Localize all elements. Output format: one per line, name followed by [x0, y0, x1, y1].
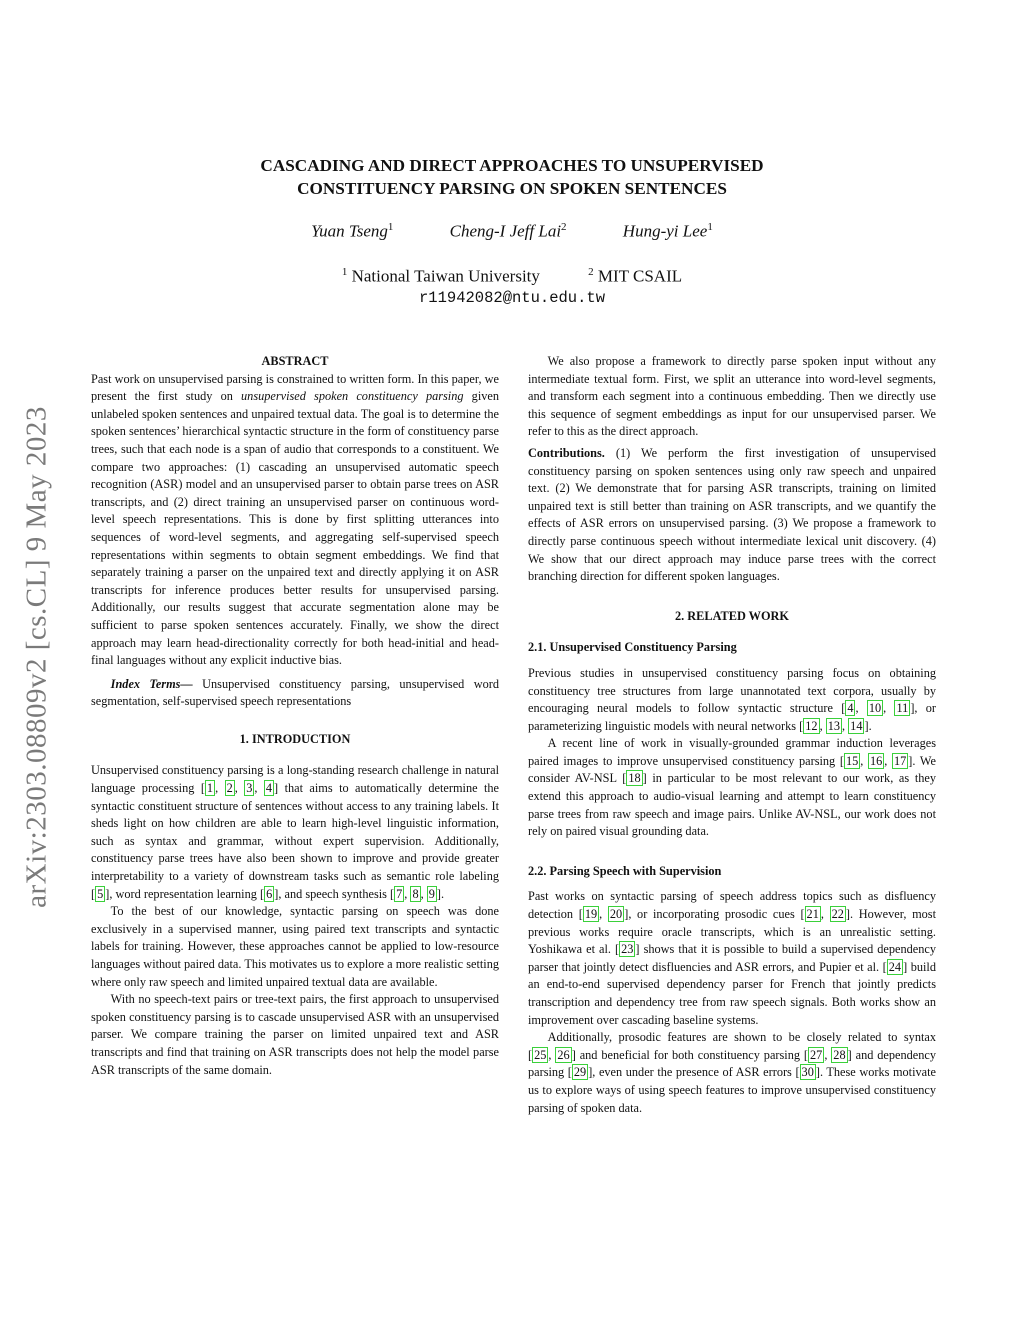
citation-link[interactable]: 30: [801, 1065, 814, 1080]
citation-link[interactable]: 28: [833, 1047, 846, 1062]
index-terms-text: Unsupervised constituency parsing, unsupervised word segmentation, self-supervised speech representations: [91, 676, 499, 709]
citation-group: [ 19 , 20 ]: [578, 907, 629, 922]
citation-link[interactable]: 25: [534, 1047, 547, 1062]
arxiv-identifier: arXiv:2303.08809v2 [cs.CL] 9 May 2023: [20, 406, 53, 908]
text-run: build an end-to-end supervised dependency parser for French that jointly predicts transcription and dependency tree from raw speech signals. Both works show an improvement over cascading baseline systems.: [528, 959, 936, 1027]
text-run: . We consider AV-NSL: [528, 753, 936, 786]
abstract-emphasis: unsupervised spoken constituency parsing: [241, 389, 464, 404]
text-run: .: [868, 718, 872, 733]
author-affiliation-mark: 2: [561, 221, 567, 233]
author-list: [0, 221, 1024, 242]
intro-paragraph-2: To the best of our knowledge, syntactic parsing on speech was done exclusively in a supervised manner, using paired text transcripts and syntactic labels for training. However, these approaches cannot be applied to low-resource languages without paired data. This motivates us to explore a more realistic setting where only raw speech and limited unpaired textual data are available.: [91, 904, 499, 989]
text-run: , or parameterizing linguistic models with neural networks: [528, 701, 936, 733]
text-run: and beneficial for both constituency parsing: [575, 1047, 804, 1062]
citation-link[interactable]: 8: [412, 886, 419, 901]
right-column: [528, 353, 936, 1117]
citation-link[interactable]: 14: [850, 718, 863, 733]
citation-group: [ 27 , 28 ]: [803, 1047, 852, 1062]
citation-group: [ 1 , 2 , 3 , 4 ]: [200, 781, 279, 796]
contact-email: r11942082@ntu.edu.tw: [418, 289, 606, 307]
abstract-text-part: Past work on unsupervised parsing is constrained to written form. In this paper, we present the first study on: [91, 371, 499, 404]
abstract-text: [91, 371, 499, 670]
affiliation-number: 1: [341, 266, 348, 278]
text-run: and dependency parsing: [528, 1047, 936, 1080]
introduction-heading: 1. INTRODUCTION: [239, 731, 351, 746]
citation-link[interactable]: 2: [226, 781, 233, 796]
text-run: in particular to be most relevant to our work, as they extend this approach to audio-visual learning and attempt to learn constituency parse trees from raw speech and image pairs. Unlike AV-NSL, our work does not rely on paired visual grounding data.: [528, 771, 936, 839]
citation-link[interactable]: 17: [894, 753, 907, 768]
citation-group: [ 4 , 10 , 11 ]: [841, 701, 915, 716]
citation-link[interactable]: 9: [428, 886, 435, 901]
related-paragraph-1: [528, 665, 936, 735]
citation-link[interactable]: 1: [206, 781, 214, 796]
text-run: shows that it is possible to build a supervised dependency parser that jointly detect disfluencies and ASR errors, and Pupier et al.: [528, 942, 936, 974]
citation-link[interactable]: 10: [868, 701, 882, 716]
author-2: [450, 221, 567, 242]
citation-link[interactable]: 21: [806, 907, 819, 922]
text-run: , and speech synthesis: [278, 886, 391, 901]
index-terms-label: Index Terms—: [110, 676, 193, 691]
author-3: [623, 221, 713, 242]
text-run: . These works motivate us to explore ways of using speech features to improve unsupervised constituency parsing of spoken data.: [528, 1065, 936, 1115]
subsection-heading-2-1: 2.1. Unsupervised Constituency Parsing: [528, 640, 737, 655]
author-affiliation-mark: 1: [707, 221, 713, 233]
citation-link[interactable]: 12: [805, 718, 818, 733]
affiliation-1: [342, 266, 540, 287]
citation-group: [ 15 , 16 , 17 ]: [839, 753, 913, 768]
text-run: Previous studies in unsupervised constituency parsing focus on obtaining constituency tree structures from large unannotated text corpora, usually by encouraging neural models to follow syntactic structure: [528, 665, 936, 716]
affiliation-list: [0, 266, 1024, 287]
affiliation-number: 2: [588, 266, 594, 278]
affiliation-name: National Taiwan University: [351, 266, 540, 286]
citation-link[interactable]: 24: [888, 959, 902, 974]
abstract-heading: ABSTRACT: [261, 354, 329, 368]
left-column: [91, 353, 499, 1079]
citation-link[interactable]: 5: [97, 886, 104, 901]
citation-link[interactable]: 3: [246, 781, 253, 796]
text-run: . However, most previous works require oracle transcripts, which is an unrealistic setting. Yoshikawa et al.: [528, 907, 936, 957]
abstract-text-part: given unlabeled spoken sentences and unpaired textual data. The goal is to determine the spoken sentences’ hierarchical syntactic structure in the form of constituency parse trees, such that each node is a span of audio that corresponds to a constituent. We compare two approaches: (1) cascading an unsupervised automatic speech recognition (ASR) model and an unsupervised parser to obtain parse trees on ASR transcripts, and (2) direct training an unsupervised parser on continuous word-level speech representations. This is done by first splitting utterances into sequences of word-level segments, and aggregating self-supervised speech representations within segments to obtain segment embeddings. We find that separately training a parser on the unpaired text and directly applying it on ASR transcripts for inference produces better results for unsupervised parsing. Additionally, our results suggest that accurate segmentation alone may be sufficient to parse spoken sentences accurately. Finally, we show the direct approach may learn head-directionality correctly for both head-initial and head-final languages without any explicit inductive bias.: [91, 389, 499, 668]
contributions-label: Contributions.: [528, 445, 605, 460]
citation-link[interactable]: 18: [628, 771, 641, 786]
text-run: , or incorporating prosodic cues: [628, 907, 801, 922]
citation-link[interactable]: 29: [573, 1065, 587, 1080]
contributions-text: (1) We perform the first investigation of unsupervised constituency parsing on spoken sentences using only raw speech and unpaired text. (2) We demonstrate that for parsing ASR transcripts, training on limited unpaired text is still better than training on ASR transcripts, and we quantify the effects of ASR errors on unsupervised parsing. (3) We propose a framework to directly parse continuous speech without intermediate lexical unit discovery. (4) We show that our direct approach may induce parse trees with the correct branching direction for different spoken languages.: [528, 445, 936, 584]
index-terms: [91, 676, 499, 711]
text-run: , even under the presence of ASR errors: [592, 1065, 796, 1080]
citation-group: [ 21 , 22 ]: [800, 907, 850, 922]
citation-link[interactable]: 23: [621, 942, 634, 957]
citation-link[interactable]: 7: [396, 886, 403, 901]
citation-group: [ 25 , 26 ]: [528, 1047, 576, 1062]
author-name: Yuan Tseng: [311, 221, 388, 241]
citation-group: [ 7 , 8 , 9 ]: [390, 886, 442, 901]
citation-link[interactable]: 27: [810, 1047, 823, 1062]
text-run: A recent line of work in visually-grounded grammar induction leverages paired images to improve unsupervised constituency parsing: [528, 736, 936, 768]
subsection-heading-2-2: 2.2. Parsing Speech with Supervision: [528, 863, 722, 878]
citation-link[interactable]: 15: [845, 753, 859, 768]
related-paragraph-4: Additionally, prosodic features are shown to be closely related to syntax [ 25 , 26 ] and beneficial for both constituency parsing [ 27 , 28 ] and dependency parsing [ 29 ], even under the presence of ASR errors [ 30 ]. These works motivate us to explore ways of using speech features to improve unsupervised constituency parsing of spoken data.: [528, 1030, 936, 1115]
related-work-heading: 2. RELATED WORK: [675, 608, 789, 623]
text-run: Past works on syntactic parsing of speech address topics such as disfluency detection: [528, 889, 936, 922]
affiliation-2: [588, 266, 682, 287]
intro-paragraph-1: Unsupervised constituency parsing is a long-standing research challenge in natural language processing [ 1 , 2 , 3 , 4 ] that aims to automatically determine the syntactic constituent structure of sentences without access to any training labels. It sheds light on how children are able to learn high-level linguistic information, such as syntax and grammar, without expert supervision. Additionally, constituency parse trees have also been shown to improve and provide greater interpretability to a variety of downstream tasks such as semantic role labeling [ 5 ], word representation learning [ 6 ], and speech synthesis [ 7 , 8 , 9 ].: [91, 763, 499, 901]
text-run: , word representation learning: [109, 886, 260, 901]
author-affiliation-mark: 1: [387, 221, 394, 233]
citation-link[interactable]: 11: [896, 701, 909, 716]
intro-paragraph-3: With no speech-text pairs or tree-text pairs, the first approach to unsupervised spoken constituency parsing is to cascade unsupervised ASR with an unsupervised parser. We compare training the parser on limited unpaired text and ASR transcripts and find that training on ASR transcripts does not help the model parse ASR transcripts of the same domain.: [91, 992, 499, 1077]
text-run: .: [441, 886, 445, 901]
framework-paragraph: We also propose a framework to directly parse spoken input without any intermediate textual form. First, we split an utterance into word-level segments, and transform each segment into a continuous embedding. Then we directly use this sequence of segment embeddings as input for our unsupervised parser. We refer to this as the direct approach.: [528, 354, 936, 439]
related-paragraph-2: A recent line of work in visually-grounded grammar induction leverages paired images to improve unsupervised constituency parsing [ 15 , 16 , 17 ]. We consider AV-NSL [ 18 ] in particular to be most relevant to our work, as they extend this approach to audio-visual learning and attempt to learn constituency parse trees from raw speech and image pairs. Unlike AV-NSL, our work does not rely on paired visual grounding data.: [528, 736, 936, 839]
arxiv-sidebar: [10, 352, 64, 962]
citation-link[interactable]: 22: [831, 907, 844, 922]
text-run: Additionally, prosodic features are shown to be closely related to syntax: [547, 1030, 936, 1045]
contributions-paragraph: [528, 445, 936, 586]
author-name: Cheng-I Jeff Lai: [449, 221, 562, 241]
citation-link[interactable]: 19: [584, 907, 598, 922]
citation-link[interactable]: 4: [847, 701, 854, 716]
related-paragraph-3: Past works on syntactic parsing of speech address topics such as disfluency detection [ 19 , 20 ], or incorporating prosodic cues [ 21 , 22 ]. However, most previous works require oracle transcripts, which is an unrealistic setting. Yoshikawa et al. [ 23 ] shows that it is possible to build a supervised dependency parser that jointly detect disfluencies and ASR errors, and Pupier et al. [ 24 ] build an end-to-end supervised dependency parser for French that jointly predicts transcription and dependency tree from raw speech signals. Both works show an improvement over cascading baseline systems.: [528, 889, 936, 1027]
text-run: Unsupervised constituency parsing is a long-standing research challenge in natural language processing: [91, 763, 499, 796]
citation-link[interactable]: 16: [869, 753, 883, 768]
paper-title: [0, 154, 1024, 200]
citation-link[interactable]: 4: [265, 781, 273, 796]
text-run: that aims to automatically determine the syntactic constituent structure of sentences without access to any training labels. It sheds light on how children are able to learn high-level linguistic information, such as syntax and grammar, without expert supervision. Additionally, constituency parse trees have also been shown to improve and provide greater interpretability to a variety of downstream tasks such as semantic role labeling: [91, 781, 499, 884]
citation-link[interactable]: 6: [266, 886, 273, 901]
citation-link[interactable]: 13: [827, 718, 841, 733]
author-1: [311, 221, 393, 242]
title-line-2: CONSTITUENCY PARSING ON SPOKEN SENTENCES: [297, 179, 727, 198]
author-name: Hung-yi Lee: [622, 221, 708, 241]
citation-link[interactable]: 20: [609, 907, 623, 922]
affiliation-name: MIT CSAIL: [597, 266, 683, 286]
title-line-1: CASCADING AND DIRECT APPROACHES TO UNSUPERVISED: [260, 156, 764, 175]
citation-group: [ 12 , 13 , 14 ]: [799, 718, 869, 733]
citation-link[interactable]: 26: [557, 1047, 570, 1062]
